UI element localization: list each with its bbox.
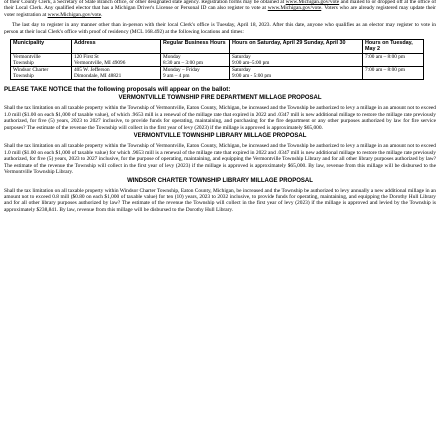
clerk-hours-table — [10, 39, 424, 80]
table-header-row — [11, 40, 424, 53]
intro-line-4-rest: . — [101, 11, 103, 18]
proposal-body: Shall the tax limitation on all taxable property within the Township of Vermontville, Eaton County, Michigan, be increased and the Township be authorized to levy a millage in an amount not to exceed 1.0 mill ($1.00 on each $1,000 of taxable value) for which .9653 mill is a renewal of the millage rate that expired in 2022 and .0347 mill is new additional millage to restore the millage rate previously authorized, for five (5) years, 2023 to 2027 inclusive, for the purpose of operating, maintaining, and equipping the Vermontville Township Library and for all other library purposes authorized by law? The estimate of the revenue the Township will collect in the first year of levy (2023) if the millage is approved is approximately $65,000. By law, revenue from this millage will be disbursed to the Vermontville Township Library. — [4, 143, 436, 176]
table-row — [11, 53, 424, 66]
proposal-title: VERMONTVILLE TOWNSHIP LIBRARY MILLAGE PROPOSAL — [133, 133, 307, 140]
cell-address: 120 First St Vermontville, MI 49096 — [72, 53, 161, 66]
deadline-paragraph: The last day to register in any manner other than in-person with their local Clerk's office is Tuesday, April 18, 2023. After this date, anyone who qualifies as an elector may register to vote in person at their local Clerk's office with proof of residency (MCL 168.492) at the following locations and times: — [4, 22, 436, 35]
legal-notice-page — [4, 0, 436, 440]
intro-line-3-rest: . — [321, 5, 323, 12]
intro-paragraph — [4, 0, 436, 18]
table-row — [11, 67, 424, 80]
header-address: Address — [72, 40, 161, 53]
michigan-vote-link-1[interactable]: www.Michigan.gov/vote — [285, 0, 340, 5]
cell-business-hours: Monday 8:30 am – 3:00 pm — [161, 53, 230, 66]
intro-line-3: elector that has a Michigan Driver's License or Personal ID can also register to vote at — [75, 5, 268, 12]
intro-line-2: be obtained at — [253, 0, 286, 5]
cell-municipality: Vermontville Township — [11, 53, 72, 66]
header-business-hours: Regular Business Hours — [161, 40, 230, 53]
ballot-notice-heading: PLEASE TAKE NOTICE that the following proposals will appear on the ballot: — [4, 86, 231, 94]
cell-weekend-hours: Saturday 9:00 am - 5:00 pm — [230, 67, 363, 80]
cell-municipality: Windsor Charter Township — [11, 67, 72, 80]
header-municipality: Municipality — [11, 40, 72, 53]
michigan-vote-link-3[interactable]: www.Michigan.gov/vote — [47, 11, 102, 18]
cell-business-hours: Monday – Friday 9 am – 4 pm — [161, 67, 230, 80]
michigan-vote-link-2[interactable]: www.Michigan.gov/vote — [267, 5, 322, 12]
intro-line-1: of their County Clerk, a Secretary of State Branch office, or other designated state agency. Registration forms may — [4, 0, 253, 5]
cell-election-day-hours: 7:00 am – 8:00 pm — [363, 53, 424, 66]
proposal-title: WINDSOR CHARTER TOWNSHIP LIBRARY MILLAGE PROPOSAL — [127, 177, 313, 184]
proposal-body: Shall the tax limitation on all taxable property within Windsor Charter Township, Eaton County, Michigan, be increased and the Township be authorized to levy annually a new additional millage in an amount not to exceed 0.8 mill ($0.80 on each $1,000 of taxable value) for ten (10) years, 2023 to 2032 inclusive, to provide funds for operating, maintaining, and equipping the Dorothy Hull Library and for all other library purposes authorized by law? The estimate of the revenue the Township will collect in the first year of levy (2023) if the millage is approved and levied by the Township is approximately $238,841. By law, revenue from this millage will be disbursed to the Dorothy Hull Library. — [4, 187, 436, 213]
proposal-section — [4, 95, 436, 131]
proposal-section — [4, 178, 436, 214]
cell-election-day-hours: 7:00 am – 8:00 pm — [363, 67, 424, 80]
proposal-section — [4, 133, 436, 175]
intro-line-4: Voters who are already registered may update their voter registration at — [4, 5, 436, 18]
proposal-body: Shall the tax limitation on all taxable property within the Township of Vermontville, Eaton County, Michigan, be increased and the Township be authorized to levy a millage in an amount not to exceed 1.0 mill ($1.00 on each $1,000 of taxable value), of which .9653 mill is a renewal of the millage rate that expired in 2022 and .0347 mill is new additional millage to restore the millage rate previously authorized, for five (5) years, 2023 to 2027 inclusive, to provide funds for operating, maintaining, and purchasing for the fire department or any other purposes authorized by law for fire service purposes? The estimate of the revenue the Township will collect in the first year of levy (2023) if the millage is approved is approximately $65,000. — [4, 105, 436, 131]
cell-address: 405 W. Jefferson Dimondale, MI 48821 — [72, 67, 161, 80]
proposal-title: VERMONTVILLE TOWNSHIP FIRE DEPARTMENT MILLAGE PROPOSAL — [118, 95, 322, 102]
header-election-day-hours: Hours on Tuesday, May 2 — [363, 40, 424, 53]
intro-line-2-rest: and mailed to or dropped off at the office of their Local Clerk. Any qualified — [4, 0, 436, 12]
header-weekend-hours: Hours on Saturday, April 29 Sunday, April 30 — [230, 40, 363, 53]
cell-weekend-hours: Saturday 9:00 am–5:00 pm — [230, 53, 363, 66]
